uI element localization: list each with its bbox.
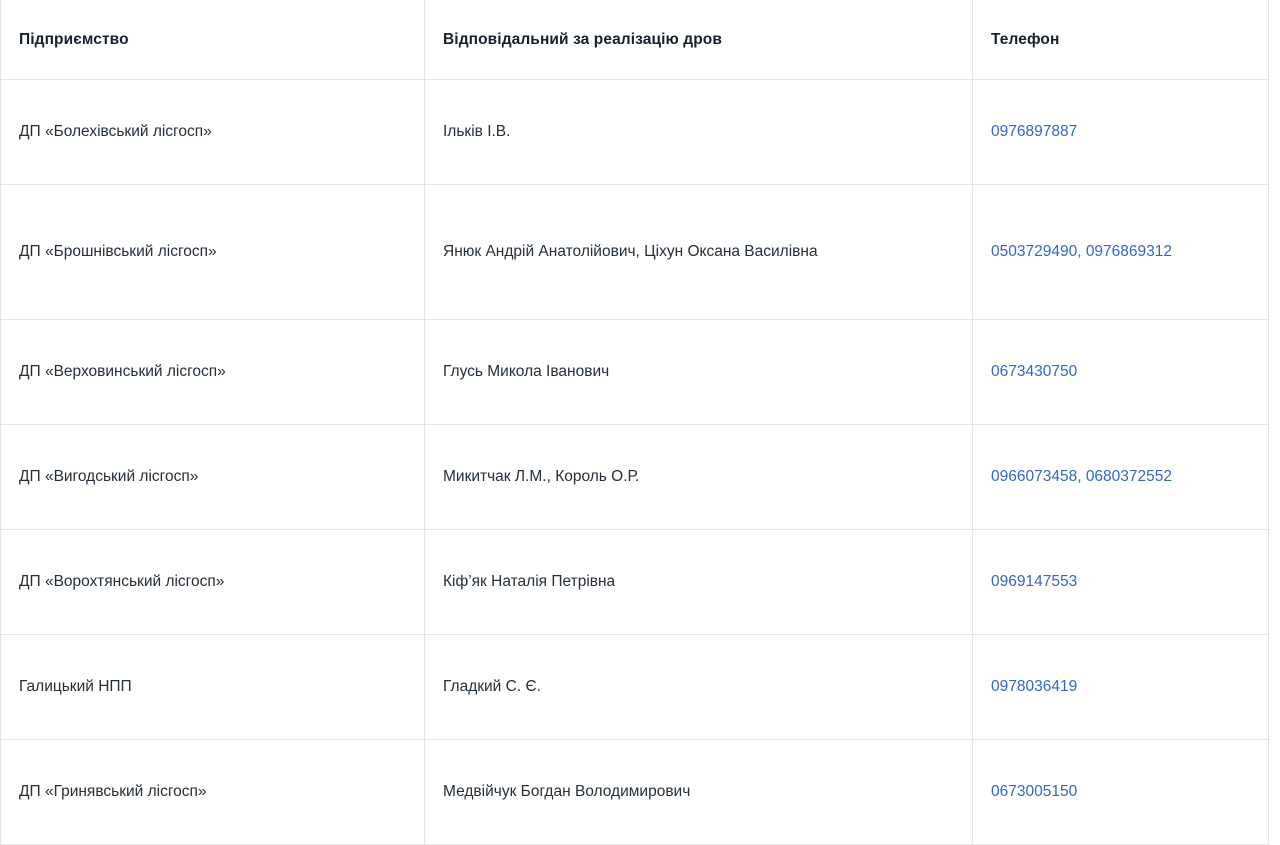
column-header-enterprise: Підприємство	[1, 1, 425, 80]
cell-enterprise: Галицький НПП	[1, 635, 425, 740]
cell-person: Медвійчук Богдан Володимирович	[425, 740, 973, 845]
cell-phone[interactable]: 0976897887	[973, 80, 1269, 185]
cell-phone[interactable]: 0978036419	[973, 635, 1269, 740]
cell-person: Гладкий С. Є.	[425, 635, 973, 740]
table-row	[1, 185, 1269, 320]
cell-person: Глусь Микола Іванович	[425, 320, 973, 425]
cell-enterprise: ДП «Болехівський лісгосп»	[1, 80, 425, 185]
table-row	[1, 80, 1269, 185]
cell-phone[interactable]: 0503729490, 0976869312	[973, 185, 1269, 320]
table-row	[1, 740, 1269, 845]
table-header-row	[1, 1, 1269, 80]
cell-phone[interactable]: 0966073458, 0680372552	[973, 425, 1269, 530]
cell-person: Янюк Андрій Анатолійович, Ціхун Оксана Василівна	[425, 185, 973, 320]
column-header-person: Відповідальний за реалізацію дров	[425, 1, 973, 80]
cell-phone[interactable]: 0673430750	[973, 320, 1269, 425]
table-row	[1, 320, 1269, 425]
cell-person: Микитчак Л.М., Король О.Р.	[425, 425, 973, 530]
cell-enterprise: ДП «Гринявський лісгосп»	[1, 740, 425, 845]
table-row	[1, 425, 1269, 530]
table-header	[1, 1, 1269, 80]
cell-phone[interactable]: 0673005150	[973, 740, 1269, 845]
table-body	[1, 80, 1269, 845]
cell-person: Ільків І.В.	[425, 80, 973, 185]
column-header-phone: Телефон	[973, 1, 1269, 80]
table-row	[1, 530, 1269, 635]
cell-enterprise: ДП «Ворохтянський лісгосп»	[1, 530, 425, 635]
cell-enterprise: ДП «Верховинський лісгосп»	[1, 320, 425, 425]
cell-enterprise: ДП «Вигодський лісгосп»	[1, 425, 425, 530]
cell-phone[interactable]: 0969147553	[973, 530, 1269, 635]
cell-enterprise: ДП «Брошнівський лісгосп»	[1, 185, 425, 320]
table-row	[1, 635, 1269, 740]
cell-person: Кіф’як Наталія Петрівна	[425, 530, 973, 635]
